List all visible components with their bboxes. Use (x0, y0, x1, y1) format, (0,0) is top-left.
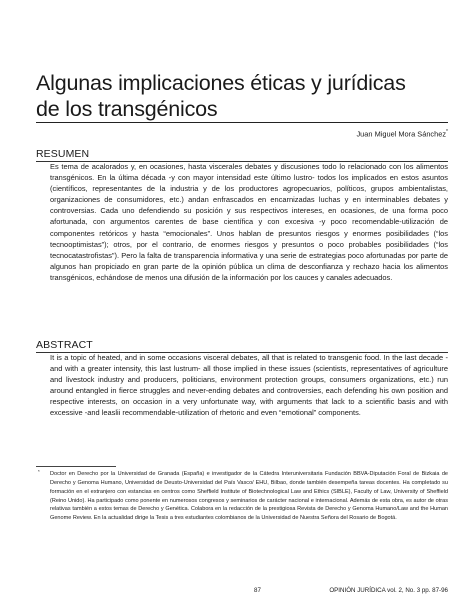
abstract-heading: ABSTRACT (36, 339, 93, 351)
resumen-heading: RESUMEN (36, 148, 90, 160)
author-footnote: Doctor en Derecho por la Universidad de Granada (España) e investigador de la Cátedra Interuniversitaria Fundación BBVA-Diputación Foral de Bizkaia de Derecho y Genoma Humano, Universidad de Deusto-Universidad del País Vasco/ EHU, Bilbao, donde también desempeña tareas docentes. Ha completado su formación en el extranjero con estancias en centros como Sheffield Institute of Biotechnological Law and Ethics (SIBLE), Faculty of Law, University of Sheffield (Reino Unido). Ha participado como ponente en numerosos congresos y seminarios de carácter nacional e internacional. Además de esta obra, es autor de otras relativas también a estos temas de Derecho y Genética. Colabora en la redacción de la prestigiosa Revista de Derecho y Genoma Humano/Law and the Human Genome Review. En la actualidad dirige la Tesis a tres estudiantes colombianos de la Universidad de Nuestra Señora del Rosario de Bogotá. (50, 471, 448, 522)
article-title-line-2: de los transgénicos (36, 97, 218, 121)
author-name: Juan Miguel Mora Sánchez (356, 129, 447, 139)
author-note-mark: * (446, 129, 448, 135)
title-divider (36, 122, 448, 123)
journal-citation: OPINIÓN JURÍDICA vol. 2, No. 3 pp. 87-96 (329, 587, 448, 594)
article-title-line-1: Algunas implicaciones éticas y jurídicas (36, 71, 406, 95)
abstract-text: It is a topic of heated, and in some occasions visceral debates, all that is related to transgenic food. In the last decade - and with a greater intensity, this last lustrum- all those implied in these issues (scientists, representatives of agriculture and livestock industry and producers, politicians, environment protection groups, consumers organizations, etc.) run around entangled in fierce struggles and never-ending debates and controversies, each defending his own position and respective interests, on occasion in a very unfortunate way, with arguments that lack to a scientific basis and with excessive -and leaslii recommendable-utilization of rhetoric and even “emotional” components. (50, 353, 448, 418)
article-title (36, 70, 436, 122)
footnote-divider (36, 466, 116, 467)
page-number: 87 (254, 587, 261, 594)
footnote-mark: * (38, 469, 40, 474)
resumen-text: Es tema de acalorados y, en ocasiones, hasta viscerales debates y discusiones todo lo relacionado con los alimentos transgénicos. En la última década -y con mayor intensidad este último lustro- todos los implicados en estos asuntos (científicos, representantes de la industria y de los productores agropecuarios, políticos, grupos ambientalistas, organizaciones de consumidores, etc.) andan enfrascados en encarnizadas luchas y en interminables debates y controversias. Cada uno defendiendo su posición y sus respectivos intereses, en ocasiones, de una forma poco afortunada, con argumentos carentes de base científica y con excesiva -y poco recomendable-utilización de componentes retóricos y hasta “emocionales”. Unos hablan de presuntos riesgos y enormes posibilidades (“los tecnooptimistas”); otros, por el contrario, de enormes riesgos y presuntos o poco probables posibilidades (“los tecnocatastrofistas”). Pero la falta de transparencia informativa y una serie de estrategias poco afortunadas por parte de algunos han propiciado en gran parte de la opinión pública un clima de desconfianza y rechazo hacia los alimentos transgénicos, echándose de menos una difusión de la información por los cauces y canales adecuados. (50, 162, 448, 282)
author-byline (356, 127, 448, 139)
